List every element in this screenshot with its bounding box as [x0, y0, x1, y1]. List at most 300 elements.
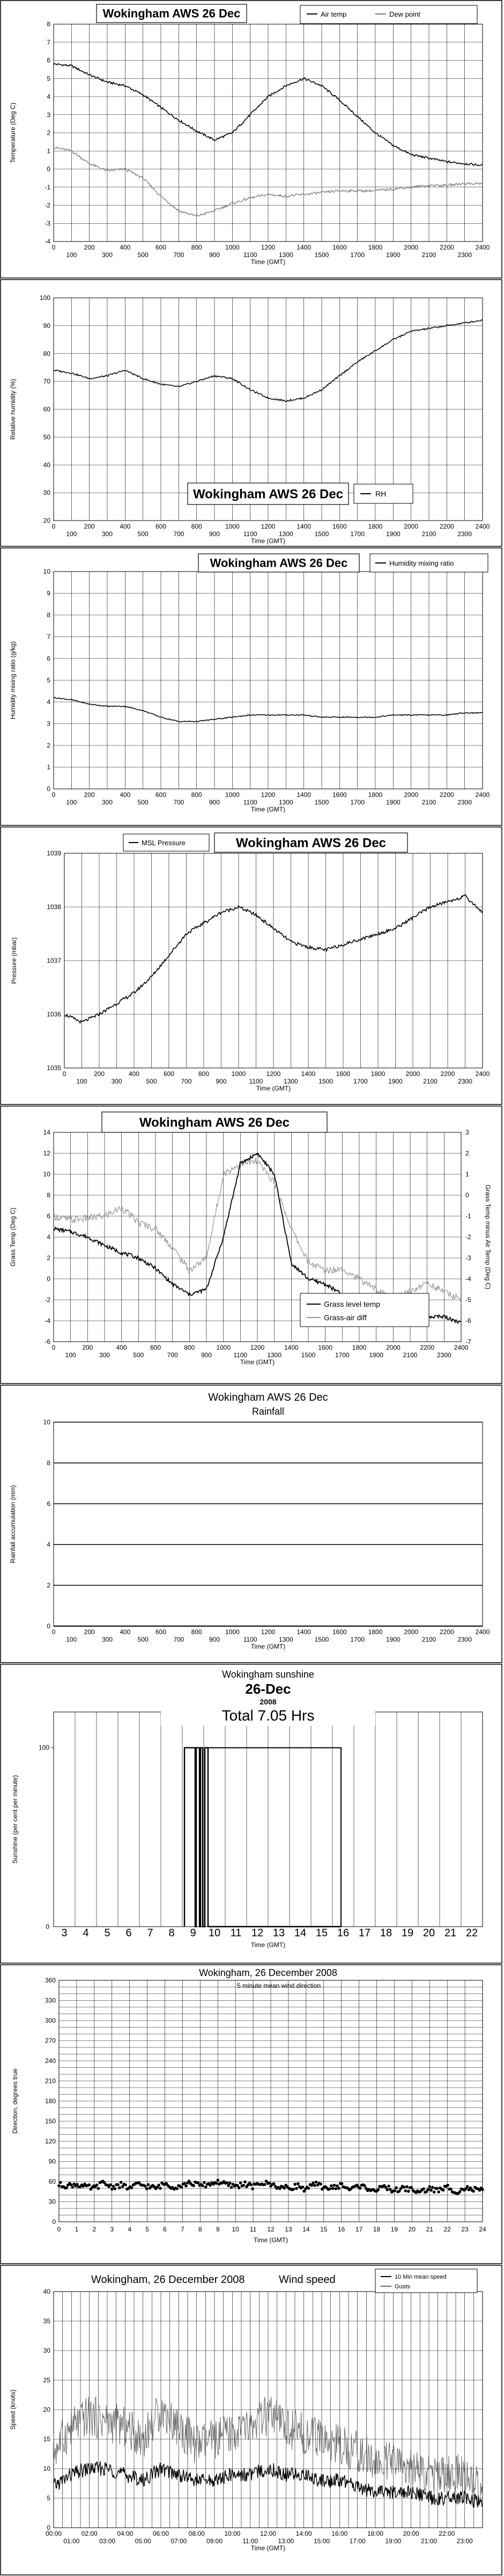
data-point [201, 2184, 204, 2187]
x-tick-label: 1500 [314, 530, 329, 538]
y-tick-label: 1035 [47, 1064, 61, 1072]
x-tick-label: 2200 [439, 1628, 454, 1636]
x-tick-label: 1400 [297, 523, 312, 530]
y-right-tick-label: -7 [465, 1338, 471, 1345]
x-tick-label: 800 [184, 1344, 195, 1351]
x-tick-label: 10:00 [224, 2530, 241, 2537]
x-tick-label: 1400 [297, 244, 312, 251]
x-tick-label: 2100 [421, 251, 436, 259]
x-tick-label: 17 [355, 2226, 363, 2233]
legend-label: MSL Pressure [142, 839, 186, 847]
data-point [238, 2186, 241, 2190]
data-point [442, 2189, 445, 2192]
y-tick-label: 6 [47, 655, 50, 662]
y-tick-label: 0 [47, 785, 50, 793]
x-tick-label: 1200 [261, 244, 276, 251]
data-point [65, 2186, 68, 2190]
x-tick-label: 9 [216, 2226, 220, 2233]
legend-label: 10 Min mean speed [395, 2274, 447, 2280]
y-axis-label: Temperature (Deg C) [9, 103, 17, 163]
chart-frame [1, 280, 502, 546]
x-tick-label: 13 [285, 2226, 292, 2233]
data-point [114, 2187, 117, 2191]
y-tick-label: 8 [47, 1191, 50, 1199]
y-tick-label: 1037 [47, 957, 61, 964]
x-tick-label: 1500 [318, 1078, 333, 1085]
x-tick-label: 800 [191, 1628, 202, 1636]
x-tick-label: 1000 [225, 791, 240, 799]
y-tick-label: 150 [45, 2117, 56, 2125]
x-tick-label: 5 [104, 1927, 110, 1939]
y-axis-label: Pressure (mbar) [10, 937, 18, 984]
x-tick-label: 900 [209, 251, 220, 259]
x-tick-label: 15 [320, 2226, 328, 2233]
data-point [144, 2185, 147, 2188]
x-tick-label: 8 [198, 2226, 202, 2233]
data-point [340, 2182, 344, 2185]
x-tick-label: 8 [168, 1927, 175, 1939]
x-tick-label: 2300 [457, 1636, 472, 1643]
x-tick-label: 2300 [457, 799, 472, 806]
x-tick-label: 20 [408, 2226, 416, 2233]
x-tick-label: 9 [190, 1927, 196, 1939]
x-tick-label: 2400 [475, 791, 490, 799]
chart-pressure [0, 826, 503, 1106]
x-tick-label: 600 [155, 244, 167, 251]
x-tick-label: 700 [173, 251, 184, 259]
data-point [336, 2184, 339, 2187]
y-tick-label: 240 [45, 2057, 56, 2065]
x-tick-label: 900 [209, 530, 220, 538]
y-axis-label: Speed (knots) [9, 2389, 17, 2430]
x-tick-label: 0 [51, 1344, 56, 1351]
chart-grass-temperature [0, 1106, 503, 1385]
data-point [331, 2187, 335, 2190]
y-tick-label: -6 [45, 1338, 50, 1345]
y-tick-label: 30 [48, 2198, 56, 2206]
y-tick-label: 2 [47, 1254, 50, 1262]
y-tick-label: 7 [47, 633, 50, 641]
data-point [120, 2181, 123, 2184]
data-point [335, 2187, 338, 2191]
x-tick-label: 06:00 [152, 2530, 169, 2537]
y-tick-label: 14 [43, 1129, 50, 1136]
x-tick-label: 7 [181, 2226, 184, 2233]
x-tick-label: 1500 [314, 1636, 329, 1643]
x-tick-label: 1800 [368, 523, 383, 530]
x-tick-label: 1700 [350, 1636, 365, 1643]
data-point [268, 2182, 271, 2185]
data-point [429, 2189, 433, 2192]
x-tick-label: 1800 [352, 1344, 367, 1351]
x-tick-label: 2300 [436, 1351, 451, 1359]
x-tick-label: 2000 [404, 791, 419, 799]
y-axis-label: Relative humidity (%) [9, 378, 17, 440]
x-tick-label: 1600 [332, 791, 347, 799]
x-tick-label: 14 [302, 2226, 310, 2233]
y-tick-label: 8 [47, 20, 50, 28]
x-tick-label: 600 [163, 1070, 175, 1078]
x-tick-label: 08:00 [188, 2530, 205, 2537]
y-tick-label: 1036 [47, 1011, 61, 1018]
x-tick-label: 800 [191, 244, 202, 251]
y-tick-label: -1 [45, 183, 50, 191]
data-point [57, 2184, 61, 2187]
x-tick-label: 2200 [420, 1344, 435, 1351]
chart-mixing-ratio [0, 547, 503, 826]
data-point [157, 2184, 160, 2187]
x-tick-label: 200 [84, 244, 95, 251]
x-tick-label: 1300 [278, 799, 293, 806]
x-tick-label: 16:00 [331, 2530, 348, 2537]
data-point [116, 2183, 120, 2186]
x-tick-label: 900 [216, 1078, 227, 1085]
data-point [472, 2190, 475, 2193]
y-tick-label: 0 [47, 1275, 50, 1283]
x-tick-label: 900 [201, 1351, 212, 1359]
x-tick-label: 1700 [335, 1351, 350, 1359]
data-point [242, 2184, 245, 2187]
y-tick-label: 1039 [47, 850, 61, 857]
legend-box [375, 2269, 477, 2293]
data-point [315, 2180, 318, 2184]
data-point [184, 2184, 188, 2187]
chart-title: Wokingham AWS 26 Dec [208, 1392, 328, 1403]
chart-frame [1, 1965, 502, 2264]
x-tick-label: 1700 [350, 251, 365, 259]
x-tick-label: 1300 [278, 251, 293, 259]
chart-subtitle: Wind speed [279, 2274, 336, 2286]
x-tick-label: 1700 [350, 799, 365, 806]
chart-sunshine [0, 1664, 503, 1964]
x-tick-label: 02:00 [81, 2530, 98, 2537]
y-tick-label: 2 [47, 129, 50, 137]
x-tick-label: 12 [267, 2226, 275, 2233]
y-tick-label: 30 [43, 2347, 50, 2354]
x-tick-label: 2100 [403, 1351, 418, 1359]
x-tick-label: 1800 [368, 791, 383, 799]
x-tick-label: 5 [145, 2226, 149, 2233]
data-point [228, 2182, 232, 2185]
x-tick-label: 2100 [421, 530, 436, 538]
x-tick-label: 100 [66, 799, 77, 806]
x-tick-label: 1200 [250, 1344, 265, 1351]
y-tick-label: 6 [47, 1212, 50, 1220]
x-tick-label: 1000 [225, 523, 240, 530]
y-tick-label: 8 [47, 611, 50, 619]
y-tick-label: 0 [47, 1622, 50, 1630]
y-tick-label: 5 [47, 2494, 50, 2502]
x-tick-label: 2000 [405, 1070, 420, 1078]
data-point [405, 2185, 409, 2189]
data-point [251, 2187, 254, 2191]
y-tick-label: 90 [48, 2157, 56, 2165]
x-tick-label: 300 [101, 799, 113, 806]
data-point [466, 2185, 469, 2188]
chart-title: Wokingham AWS 26 Dec [192, 487, 344, 502]
x-tick-label: 900 [209, 1636, 220, 1643]
y-tick-label: -4 [45, 1317, 50, 1324]
x-tick-label: 1700 [350, 530, 365, 538]
x-tick-label: 12 [251, 1927, 264, 1939]
data-point [422, 2187, 425, 2191]
data-point [217, 2179, 220, 2182]
x-tick-label: 2400 [475, 244, 490, 251]
chart-subtitle: 5 minute mean wind direction [236, 1982, 321, 1989]
x-tick-label: 1100 [243, 799, 257, 806]
x-tick-label: 07:00 [171, 2537, 187, 2545]
y-right-tick-label: -6 [465, 1317, 471, 1324]
y-axis-label: Direction, degrees true [11, 2068, 19, 2134]
data-point [118, 2186, 121, 2190]
y-tick-label: 80 [43, 349, 50, 357]
x-tick-label: 6 [163, 2226, 167, 2233]
y-tick-label: 6 [47, 1500, 50, 1507]
data-point [404, 2190, 407, 2193]
x-tick-label: 12:00 [260, 2530, 277, 2537]
chart-title: Wokingham AWS 26 Dec [102, 6, 241, 20]
x-tick-label: 1500 [314, 799, 329, 806]
x-tick-label: 2400 [475, 1070, 490, 1078]
y-tick-label: 60 [48, 2178, 56, 2185]
y-right-tick-label: 1 [465, 1170, 469, 1178]
x-tick-label: 1900 [388, 1078, 403, 1085]
y-tick-label: 20 [43, 517, 50, 524]
data-point [387, 2185, 390, 2188]
y-tick-label: 100 [38, 1744, 49, 1752]
data-point [203, 2181, 206, 2184]
data-point [204, 2186, 207, 2189]
x-tick-label: 1900 [386, 530, 401, 538]
x-tick-label: 1300 [278, 530, 293, 538]
chart-title: Wokingham, 26 December 2008 [91, 2274, 245, 2286]
y-tick-label: 270 [45, 2037, 56, 2045]
x-tick-label: 100 [66, 1636, 77, 1643]
data-point [481, 2188, 484, 2191]
x-tick-label: 1800 [368, 1628, 383, 1636]
x-tick-label: 2300 [457, 530, 472, 538]
data-point [59, 2181, 62, 2184]
x-tick-label: 900 [209, 799, 220, 806]
data-point [130, 2186, 134, 2190]
y-tick-label: 0 [52, 2218, 56, 2226]
data-point [293, 2183, 297, 2186]
x-tick-label: 1400 [284, 1344, 299, 1351]
x-tick-label: 400 [128, 1070, 140, 1078]
x-tick-label: 18 [380, 1927, 392, 1939]
x-tick-label: 200 [84, 791, 95, 799]
x-tick-label: 1400 [301, 1070, 316, 1078]
data-point [292, 2188, 295, 2191]
x-tick-label: 1600 [318, 1344, 333, 1351]
x-tick-label: 700 [173, 530, 184, 538]
chart-date: 26-Dec [245, 1681, 291, 1697]
x-tick-label: 1100 [243, 1636, 257, 1643]
y-tick-label: 4 [47, 698, 50, 706]
y-tick-label: -2 [45, 201, 50, 209]
x-tick-label: 24 [479, 2226, 486, 2233]
x-tick-label: 1300 [278, 1636, 293, 1643]
x-tick-label: 400 [120, 1628, 131, 1636]
x-tick-label: 300 [111, 1078, 122, 1085]
data-point [395, 2186, 398, 2190]
x-tick-label: 1600 [332, 523, 347, 530]
legend-label: RH [375, 489, 387, 498]
x-tick-label: 2200 [439, 244, 454, 251]
y-tick-label: 40 [43, 2288, 50, 2295]
y-tick-label: 60 [43, 405, 50, 413]
x-tick-label: 1000 [216, 1344, 231, 1351]
data-point [427, 2188, 430, 2191]
y-tick-label: 4 [47, 1541, 50, 1548]
y-tick-label: -4 [45, 238, 50, 245]
x-axis-label: Time (GMT) [253, 2236, 288, 2244]
data-point [359, 2187, 362, 2190]
x-tick-label: 500 [133, 1351, 144, 1359]
x-tick-label: 20 [423, 1927, 435, 1939]
x-tick-label: 1200 [261, 791, 276, 799]
x-tick-label: 400 [120, 523, 131, 530]
x-tick-label: 1000 [225, 1628, 240, 1636]
x-tick-label: 2300 [458, 1078, 472, 1085]
data-point [449, 2187, 453, 2191]
chart-title: Wokingham AWS 26 Dec [235, 836, 387, 851]
y-tick-label: 2 [47, 1582, 50, 1589]
x-tick-label: 18 [373, 2226, 381, 2233]
y-tick-label: 100 [39, 294, 50, 302]
x-tick-label: 03:00 [99, 2537, 116, 2545]
x-tick-label: 2400 [454, 1344, 469, 1351]
x-tick-label: 1100 [243, 530, 257, 538]
data-point [263, 2183, 266, 2186]
chart-rainfall [0, 1385, 503, 1664]
x-tick-label: 2000 [404, 244, 419, 251]
y-axis-label: Rainfall accumulation (mm) [9, 1485, 17, 1563]
data-point [272, 2182, 276, 2185]
data-point [433, 2191, 436, 2194]
x-tick-label: 1900 [369, 1351, 384, 1359]
x-tick-label: 22:00 [439, 2530, 455, 2537]
y-right-tick-label: 0 [465, 1191, 469, 1199]
data-point [215, 2182, 218, 2185]
y-right-tick-label: 3 [465, 1129, 469, 1136]
legend-label: Dew point [389, 10, 420, 18]
x-tick-label: 19:00 [385, 2537, 402, 2545]
x-tick-label: 1200 [261, 1628, 276, 1636]
x-tick-label: 16 [337, 1927, 350, 1939]
y-right-tick-label: -2 [465, 1233, 471, 1241]
y-tick-label: 330 [45, 1996, 56, 2004]
x-tick-label: 15 [315, 1927, 328, 1939]
chart-subtitle: Rainfall [251, 1406, 285, 1417]
data-point [95, 2184, 99, 2187]
data-point [295, 2187, 298, 2190]
x-tick-label: 19 [390, 2226, 398, 2233]
data-point [159, 2187, 162, 2190]
chart-title: Wokingham AWS 26 Dec [210, 556, 348, 570]
x-tick-label: 16 [337, 2226, 345, 2233]
y-tick-label: 360 [45, 1977, 56, 1984]
x-tick-label: 21 [444, 1927, 457, 1939]
x-tick-label: 2 [92, 2226, 97, 2233]
y-right-tick-label: -3 [465, 1254, 471, 1262]
y-tick-label: 1038 [47, 903, 61, 911]
x-tick-label: 1000 [231, 1070, 246, 1078]
data-point [431, 2186, 434, 2189]
data-point [307, 2187, 310, 2190]
x-tick-label: 23:00 [456, 2537, 473, 2545]
x-tick-label: 0 [51, 791, 56, 799]
x-tick-label: 3 [110, 2226, 114, 2233]
x-tick-label: 200 [84, 523, 95, 530]
x-tick-label: 15:00 [313, 2537, 330, 2545]
x-tick-label: 100 [66, 251, 77, 259]
data-point [239, 2182, 242, 2185]
x-tick-label: 2000 [404, 1628, 419, 1636]
y-tick-label: 10 [43, 568, 50, 575]
x-axis-label: Time (GMT) [256, 1085, 291, 1092]
y-tick-label: 10 [43, 1170, 50, 1178]
x-tick-label: 2400 [475, 523, 490, 530]
x-tick-label: 11 [230, 1927, 242, 1939]
y-tick-label: 5 [47, 676, 50, 684]
x-tick-label: 10 [208, 1927, 221, 1939]
y-tick-label: 12 [43, 1150, 50, 1157]
x-tick-label: 400 [120, 244, 131, 251]
chart-temperature [0, 0, 503, 279]
x-tick-label: 3 [61, 1927, 68, 1939]
x-tick-label: 2100 [421, 799, 436, 806]
chart-frame [1, 548, 502, 825]
chart-total: Total 7.05 Hrs [221, 1707, 315, 1724]
y-tick-label: 8 [47, 1459, 50, 1467]
data-point [243, 2180, 247, 2184]
data-point [197, 2182, 200, 2185]
x-tick-label: 200 [84, 1628, 95, 1636]
x-tick-label: 600 [155, 523, 167, 530]
x-tick-label: 10 [232, 2226, 239, 2233]
x-tick-label: 1200 [266, 1070, 281, 1078]
y-tick-label: 10 [43, 2465, 50, 2472]
data-point [386, 2189, 389, 2192]
y-tick-label: 0 [46, 1923, 49, 1930]
x-tick-label: 1500 [301, 1351, 316, 1359]
x-tick-label: 00:00 [45, 2530, 62, 2537]
y-tick-label: 15 [43, 2435, 50, 2443]
x-tick-label: 700 [173, 1636, 184, 1643]
data-point [225, 2182, 228, 2185]
x-tick-label: 300 [101, 530, 113, 538]
y-tick-label: -2 [45, 1296, 50, 1304]
data-point [313, 2184, 316, 2187]
x-tick-label: 800 [191, 523, 202, 530]
data-point [333, 2184, 336, 2187]
x-axis-label: Time (GMT) [240, 1358, 275, 1366]
x-tick-label: 13:00 [278, 2537, 294, 2545]
x-tick-label: 700 [167, 1351, 178, 1359]
legend-label: Grass-air diff [324, 1313, 367, 1322]
x-tick-label: 100 [76, 1078, 87, 1085]
x-tick-label: 2000 [404, 523, 419, 530]
x-tick-label: 18:00 [367, 2530, 384, 2537]
x-tick-label: 22 [465, 1927, 478, 1939]
x-tick-label: 500 [137, 1636, 149, 1643]
x-tick-label: 1300 [284, 1078, 298, 1085]
data-point [458, 2190, 462, 2193]
chart-frame [1, 1385, 502, 1663]
chart-title: Wokingham AWS 26 Dec [139, 1115, 290, 1130]
data-point [230, 2186, 233, 2189]
